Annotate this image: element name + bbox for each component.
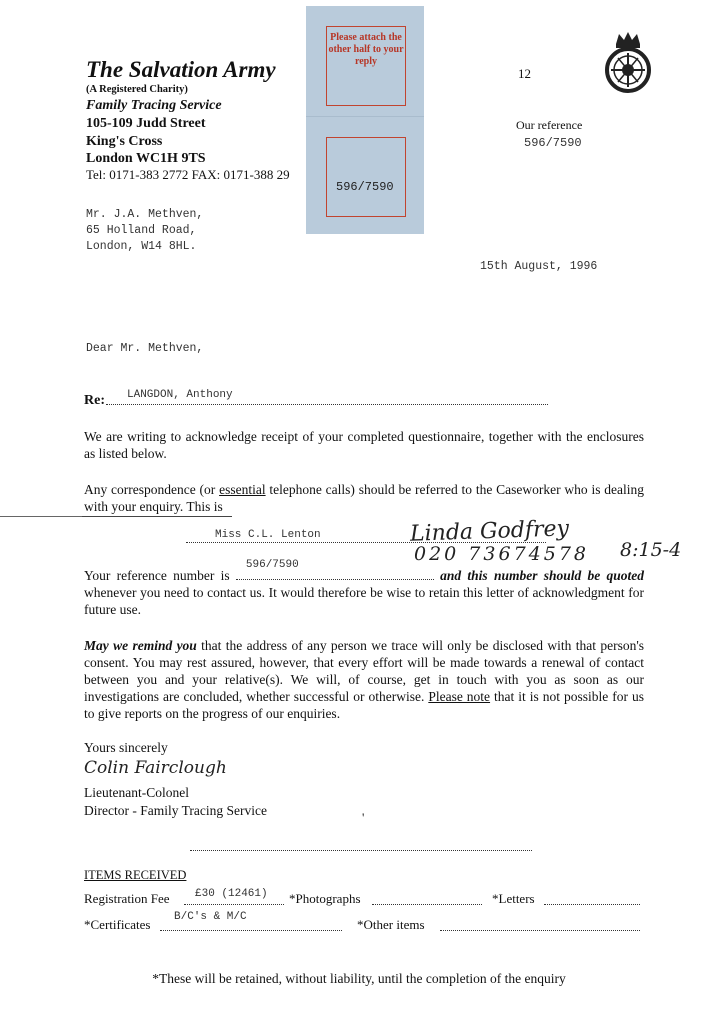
margin-rule-2	[82, 516, 232, 517]
certificates-dotted-line	[160, 930, 342, 931]
salutation: Dear Mr. Methven,	[86, 342, 204, 355]
letter-date: 15th August, 1996	[480, 260, 598, 273]
certificates-label: *Certificates	[84, 917, 151, 932]
address-line-2: King's Cross	[86, 134, 163, 149]
para2-text-a: Any correspondence (or	[84, 482, 220, 497]
address-line-3: London WC1H 9TS	[86, 151, 206, 166]
reply-slip-instruction: Please attach the other half to your reply	[328, 32, 404, 67]
para2-essential: essential	[219, 482, 266, 497]
photographs-label: *Photographs	[289, 891, 361, 906]
signatory-title: Director - Family Tracing Service	[84, 803, 267, 818]
signatory-rank: Lieutenant-Colonel	[84, 785, 189, 800]
para4-please-note: Please note	[428, 689, 491, 704]
charity-note: (A Registered Charity)	[86, 84, 188, 95]
organisation-name: The Salvation Army	[86, 57, 276, 82]
para2-text-b: telephone calls) should be referred to the Caseworker who is dealing with your enquiry. This is	[84, 482, 644, 514]
certificates-value: B/C's & M/C	[174, 911, 247, 923]
other-items-label: *Other items	[357, 917, 425, 932]
closing: Yours sincerely	[84, 740, 168, 755]
service-name: Family Tracing Service	[86, 98, 222, 113]
address-line-1: 105-109 Judd Street	[86, 116, 206, 131]
paragraph-reference	[84, 559, 645, 618]
re-value: LANGDON, Anthony	[127, 389, 233, 401]
our-reference-label: Our reference	[516, 118, 583, 132]
stray-mark: '	[362, 810, 365, 825]
handwritten-signature: Colin Fairclough	[84, 758, 227, 778]
reference-dotted-field	[236, 559, 434, 580]
recipient-address-1: 65 Holland Road,	[86, 224, 197, 237]
reference-number: 596/7590	[245, 559, 299, 571]
paragraph-reminder	[84, 637, 644, 722]
items-received-heading: ITEMS RECEIVED	[84, 868, 187, 882]
handwritten-phone: 020 73674578	[414, 543, 590, 565]
recipient-name: Mr. J.A. Methven,	[86, 208, 204, 221]
page-number: 12	[518, 66, 531, 81]
para3-quote-text: and this number should be quoted	[433, 568, 645, 583]
reply-slip-bottom-box	[326, 137, 406, 217]
para3-text-a: Your reference number is	[84, 568, 236, 583]
registration-fee-dotted-line	[184, 904, 284, 905]
re-dotted-line	[106, 404, 548, 405]
registration-fee-label: Registration Fee	[84, 891, 170, 906]
our-reference-value: 596/7590	[524, 136, 582, 150]
re-label: Re:	[84, 393, 105, 408]
reply-slip-fold	[306, 116, 424, 117]
letters-label: *Letters	[492, 891, 535, 906]
footnote: *These will be retained, without liability, until the completion of the enquiry	[152, 971, 566, 986]
letters-dotted-line	[544, 904, 640, 905]
para3-text-b: whenever you need to contact us. It would therefore be wise to retain this letter of acknowledgment for future use.	[84, 585, 644, 617]
registration-fee-value: £30 (12461)	[195, 888, 268, 900]
signature-dotted-line	[190, 850, 532, 851]
caseworker-name: Miss C.L. Lenton	[215, 529, 321, 541]
margin-rule	[0, 516, 82, 517]
recipient-address-2: London, W14 8HL.	[86, 240, 197, 253]
other-items-dotted-line	[440, 930, 640, 931]
salvation-army-crest-icon	[598, 30, 658, 94]
reply-slip-reference: 596/7590	[336, 180, 394, 194]
para4-remind: May we remind you	[84, 638, 197, 653]
handwritten-name: Linda Godfrey	[409, 516, 570, 547]
paragraph-correspondence	[84, 481, 644, 515]
para4-text-b: that it is not possible for us to give reports on the progress of our enquiries.	[84, 689, 644, 721]
handwritten-code: 8:15-4	[620, 539, 682, 561]
tel-fax-line: Tel: 0171-383 2772 FAX: 0171-388 29	[86, 167, 290, 182]
paragraph-acknowledgement: We are writing to acknowledge receipt of your completed questionnaire, together with the enclosures as listed below.	[84, 429, 644, 461]
photographs-dotted-line	[372, 904, 482, 905]
para4-text-a: that the address of any person we trace will only be disclosed with that person's consent. You may rest assured, however, that every effort will be made towards a renewal of contact between you and your relative(s). We will, of course, get in touch with you as soon as our investigations are concluded, whether successful or otherwise.	[84, 638, 645, 704]
